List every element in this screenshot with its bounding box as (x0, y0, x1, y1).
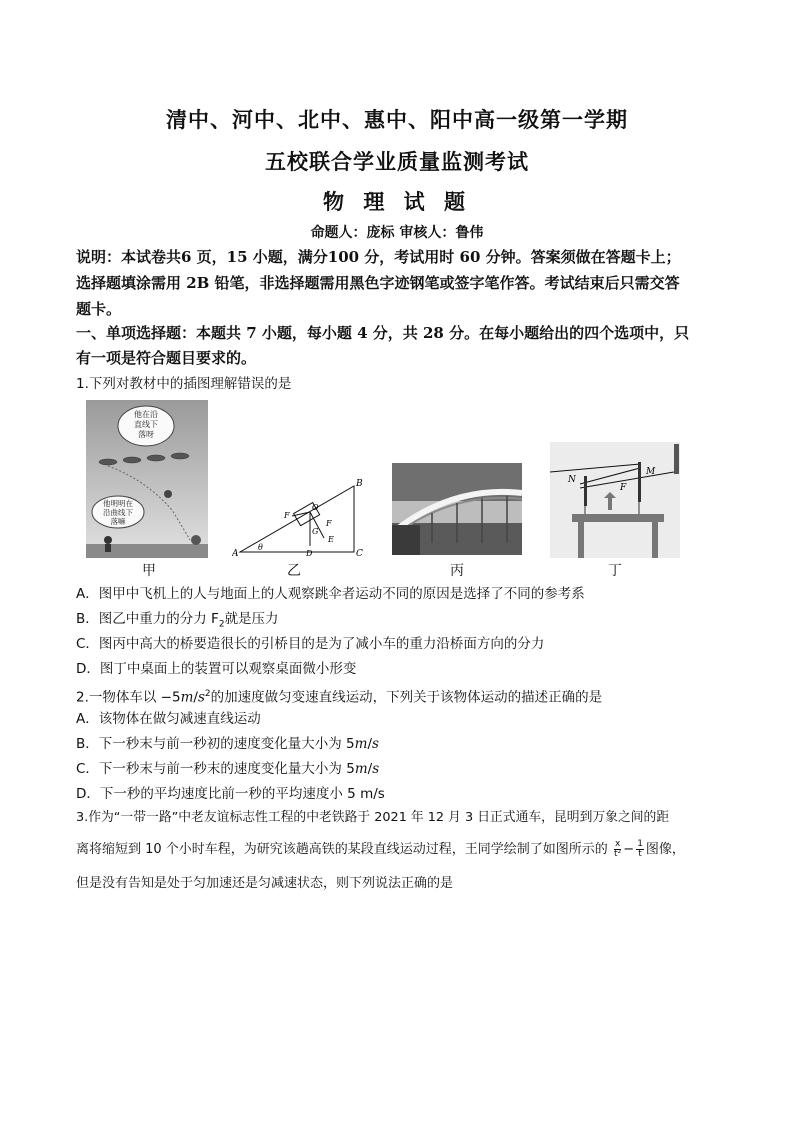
instructions-line2: 选择题填涂需用 2B 铅笔，非选择题需用黑色字迹钢笔或签字笔作答。考试结束后只需交答 (76, 274, 680, 292)
exam-title-line2: 五校联合学业质量监测考试 (265, 149, 529, 174)
question-1-option-c: C．图丙中高大的桥要造很长的引桥目的是为了减小车的重力沿桥面方向的分力 (76, 636, 545, 652)
svg-text:F: F (326, 519, 332, 528)
question-1-option-d: D．图丁中桌面上的装置可以观察桌面微小形变 (76, 661, 357, 677)
svg-text:O: O (312, 503, 319, 512)
figure-label-bing: 丙 (450, 563, 464, 579)
figure-ding-mirror-table (550, 442, 680, 558)
svg-text:沿曲线下: 沿曲线下 (103, 508, 133, 517)
exam-title-line1: 清中、河中、北中、惠中、阳中高一级第一学期 (166, 107, 628, 132)
section-one-heading-line2: 有一项是符合题目要求的。 (76, 349, 257, 367)
svg-text:N: N (568, 475, 576, 485)
svg-text:A: A (232, 549, 239, 558)
exam-authors: 命题人：庞标 审核人：鲁伟 (310, 225, 484, 241)
svg-text:G: G (312, 527, 319, 536)
svg-text:他在沿: 他在沿 (134, 410, 158, 419)
svg-text:落嘛: 落嘛 (110, 517, 126, 526)
figure-bing-bridge (392, 463, 522, 555)
svg-text:F: F (620, 483, 627, 493)
question-2-option-a: A．该物体在做匀减速直线运动 (76, 711, 261, 727)
svg-text:F: F (284, 511, 290, 520)
question-1-stem: 1.下列对教材中的插图理解错误的是 (76, 376, 292, 392)
figure-jia-parachute (86, 400, 208, 558)
svg-text:C: C (356, 549, 363, 558)
figure-label-ding: 丁 (608, 563, 622, 579)
question-1-option-b: B．图乙中重力的分力 $F_2$就是压力 (76, 611, 279, 630)
fraction-1-over-t: $\frac{1}{t}$ (637, 839, 643, 859)
question-3-stem-line1: 3.作为“一带一路”中老友谊标志性工程的中老铁路于 2021 年 12 月 3 日正式通车，昆明到万象之间的距 (76, 810, 670, 825)
svg-text:D: D (306, 549, 313, 558)
question-3-stem-line2: 离将缩短到 10 个小时车程，为研究该趟高铁的某段直线运动过程，王同学绘制了如图所示的 $\frac{x}{\text{t²}}$ − $\frac{1}{t}$ 图像， (76, 839, 685, 859)
svg-text:B: B (356, 479, 363, 489)
question-2-option-d: D．下一秒的平均速度比前一秒的平均速度小 5 m/s (76, 786, 385, 802)
svg-text:他明明在: 他明明在 (103, 499, 133, 508)
fraction-x-over-t2: $\frac{x}{\text{t²}}$ (614, 839, 622, 859)
exam-subject-title: 物 理 试 题 (323, 189, 471, 214)
svg-text:θ: θ (258, 543, 263, 552)
instructions-line1: 说明：本试卷共6 页，15 小题，满分100 分，考试用时 60 分钟。答案须做在答题卡上； (76, 248, 681, 266)
figure-yi-incline (232, 478, 364, 558)
question-2-stem: 2.一物体车以 $-5m/s^2$的加速度做匀变速直线运动，下列关于该物体运动的描述正确的是 (76, 689, 603, 706)
figure-label-yi: 乙 (287, 563, 301, 579)
svg-text:E: E (328, 535, 334, 544)
svg-text:直线下: 直线下 (134, 420, 158, 429)
question-2-option-b: B．下一秒末与前一秒初的速度变化量大小为 5m/s (76, 736, 379, 752)
svg-text:M: M (646, 467, 656, 477)
question-1-option-a: A．图甲中飞机上的人与地面上的人观察跳伞者运动不同的原因是选择了不同的参考系 (76, 586, 585, 602)
section-one-heading-line1: 一、单项选择题：本题共 7 小题，每小题 4 分，共 28 分。在每小题给出的四个选项中，只 (76, 324, 690, 342)
instructions-line3: 题卡。 (76, 300, 122, 318)
question-3-stem-line3: 但是没有告知是处于匀加速还是匀减速状态，则下列说法正确的是 (76, 876, 454, 891)
svg-text:落呀: 落呀 (138, 430, 154, 439)
question-2-option-c: C．下一秒末与前一秒末的速度变化量大小为 5m/s (76, 761, 380, 777)
figure-label-jia: 甲 (142, 563, 156, 579)
